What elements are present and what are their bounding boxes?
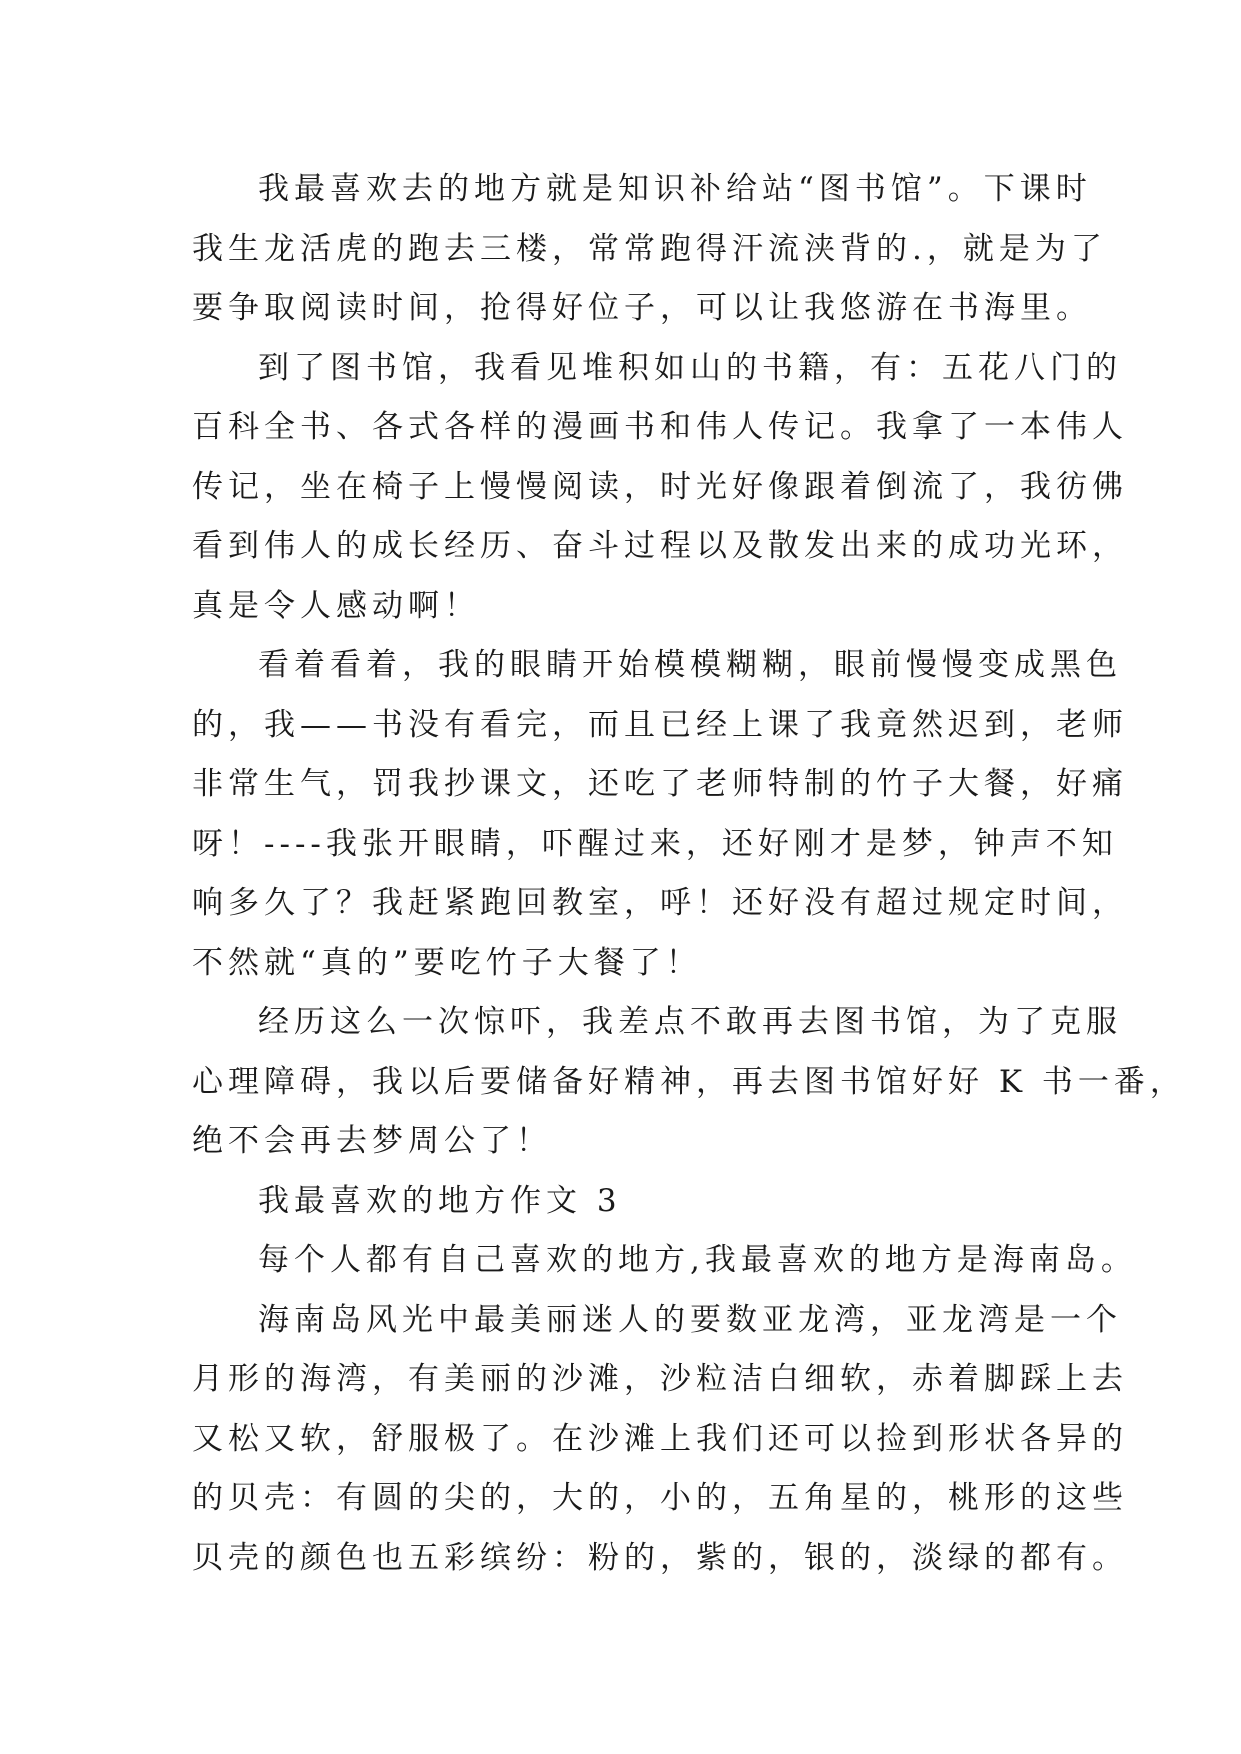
paragraph-line: 经历这么一次惊吓，我差点不敢再去图书馆，为了克服 bbox=[258, 1004, 1122, 1040]
paragraph-line: 看着看着，我的眼睛开始模模糊糊，眼前慢慢变成黑色 bbox=[258, 647, 1122, 683]
paragraph-line: 响多久了？我赶紧跑回教室，呼！还好没有超过规定时间， bbox=[192, 885, 1128, 921]
paragraph-line: 我最喜欢去的地方就是知识补给站“图书馆”。下课时 bbox=[258, 171, 1092, 207]
paragraph-line: 传记，坐在椅子上慢慢阅读，时光好像跟着倒流了，我彷佛 bbox=[192, 468, 1128, 505]
paragraph-line: 的贝壳：有圆的尖的，大的，小的，五角星的，桃形的这些 bbox=[192, 1480, 1128, 1516]
paragraph-line: 要争取阅读时间，抢得好位子，可以让我悠游在书海里。 bbox=[192, 290, 1092, 326]
paragraph-line: 每个人都有自己喜欢的地方,我最喜欢的地方是海南岛。 bbox=[258, 1242, 1137, 1278]
paragraph-line: 又松又软，舒服极了。在沙滩上我们还可以捡到形状各异的 bbox=[192, 1420, 1128, 1457]
essay-body bbox=[192, 160, 1186, 1588]
paragraph-line: 心理障碍，我以后要储备好精神，再去图书馆好好 K 书一番， bbox=[192, 1063, 1186, 1100]
paragraph-line: 我生龙活虎的跑去三楼，常常跑得汗流浃背的.，就是为了 bbox=[192, 230, 1107, 267]
paragraph-line: 到了图书馆，我看见堆积如山的书籍，有：五花八门的 bbox=[258, 349, 1122, 386]
paragraph-line: 非常生气，罚我抄课文，还吃了老师特制的竹子大餐，好痛 bbox=[192, 766, 1128, 802]
paragraph-line: 真是令人感动啊！ bbox=[192, 587, 480, 624]
paragraph-line: 的，我——书没有看完，而且已经上课了我竟然迟到，老师 bbox=[192, 706, 1128, 743]
paragraph-line: 百科全书、各式各样的漫画书和伟人传记。我拿了一本伟人 bbox=[192, 409, 1128, 445]
paragraph-line: 不然就“真的”要吃竹子大餐了！ bbox=[192, 944, 702, 981]
paragraph-line: 绝不会再去梦周公了！ bbox=[192, 1123, 552, 1159]
paragraph-line: 月形的海湾，有美丽的沙滩，沙粒洁白细软，赤着脚踩上去 bbox=[192, 1361, 1128, 1397]
paragraph-line: 海南岛风光中最美丽迷人的要数亚龙湾，亚龙湾是一个 bbox=[258, 1301, 1122, 1338]
paragraph-line: 看到伟人的成长经历、奋斗过程以及散发出来的成功光环， bbox=[192, 528, 1128, 564]
section-heading: 我最喜欢的地方作文 3 bbox=[258, 1182, 622, 1219]
paragraph-line: 呀！----我张开眼睛，吓醒过来，还好刚才是梦，钟声不知 bbox=[192, 825, 1118, 862]
paragraph-line: 贝壳的颜色也五彩缤纷：粉的，紫的，银的，淡绿的都有。 bbox=[192, 1539, 1128, 1576]
